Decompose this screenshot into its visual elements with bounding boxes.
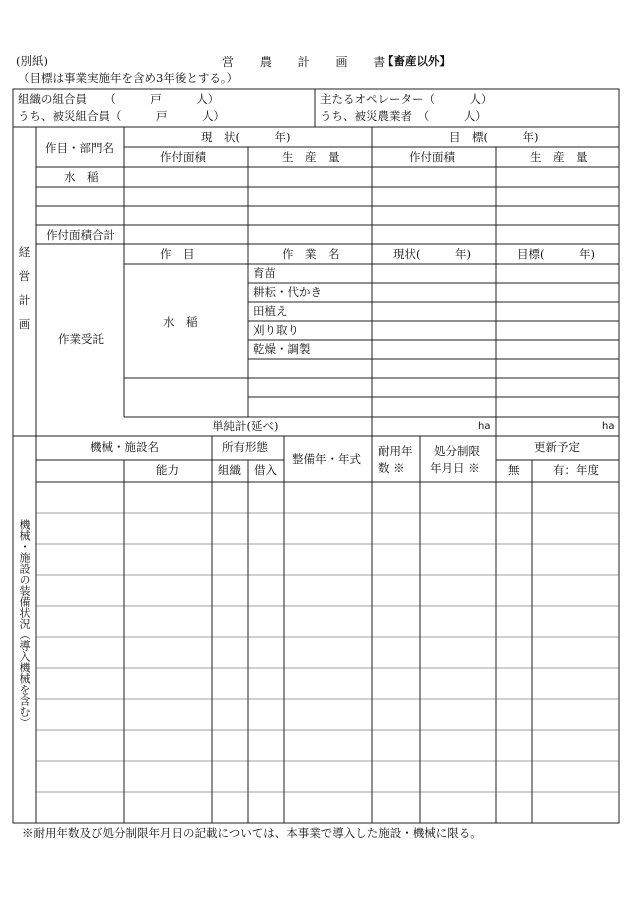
task-drying: 乾燥・調製 [253, 342, 311, 356]
footnote: ※耐用年数及び処分制限年月日の記載については、本事業で導入した施設・機械に限る。 [22, 826, 482, 840]
current-header: 現 状( 年) [201, 130, 291, 144]
production-current: 生 産 量 [282, 150, 340, 164]
task-tilling: 耕耘・代かき [253, 285, 322, 299]
renewal-yes-header: 有：年度 [553, 463, 599, 477]
unit-ha-target: ha [602, 421, 615, 432]
current-col-header: 現状( 年) [393, 247, 471, 261]
work-name-col-header: 作 業 名 [282, 247, 340, 261]
affected-members-line: うち、被災組合員（ 戸 人） [18, 109, 225, 123]
planted-area-target: 作付面積 [409, 150, 455, 164]
production-target: 生 産 量 [530, 150, 588, 164]
lifespan-header-1: 耐用年 [378, 444, 413, 458]
contract-crop-rice: 水 稲 [163, 315, 198, 329]
disposal-header-1: 処分制限 [434, 444, 480, 458]
crop-row-rice: 水 稲 [64, 170, 99, 184]
renewal-header: 更新予定 [534, 440, 580, 454]
target-col-header: 目標( 年) [517, 247, 595, 261]
simple-total-label: 単純計(延べ) [212, 419, 279, 433]
affected-farmers-line: うち、被災農業者 （ 人） [320, 109, 487, 123]
attachment-label: (別紙) [16, 54, 48, 68]
task-harvesting: 刈り取り [253, 323, 299, 337]
maintenance-header: 整備年・年式 [292, 452, 361, 466]
operators-line: 主たるオペレーター（ 人） [320, 92, 493, 106]
renewal-none-header: 無 [508, 463, 520, 477]
document-title: 営 農 計 画 書 [222, 55, 386, 69]
work-contract-label: 作業受託 [58, 332, 104, 346]
planted-area-current: 作付面積 [160, 150, 206, 164]
lease-header: 借入 [254, 463, 277, 477]
crop-col-header: 作 目 [160, 247, 195, 261]
category-label: 【畜産以外】 [382, 54, 451, 68]
members-line: 組織の組合員 （ 戸 人） [18, 92, 220, 106]
capacity-header: 能力 [156, 463, 179, 477]
disposal-header-2: 年月日 ※ [430, 461, 480, 475]
side-char-2: 営 [18, 269, 31, 283]
target-year-note: （目標は事業実施年を含め3年後とする。） [18, 71, 239, 85]
target-header: 目 標( 年) [449, 130, 539, 144]
side-char-3: 計 [18, 293, 31, 307]
area-total-label: 作付面積合計 [46, 228, 115, 242]
unit-ha-current: ha [478, 421, 491, 432]
equipment-name-header: 機械・施設名 [90, 440, 159, 454]
crop-section-header: 作目・部門名 [45, 141, 114, 155]
management-plan-side-label [13, 240, 36, 336]
lifespan-header-2: 数 ※ [378, 461, 405, 475]
side-char-1: 経 [18, 245, 31, 259]
equipment-side-label: 機械・施設の装備状況（導入機械を含む） [18, 519, 31, 728]
ownership-header: 所有形態 [222, 440, 268, 454]
task-seedling: 育苗 [253, 266, 276, 280]
org-header: 組織 [218, 463, 241, 477]
task-planting: 田植え [253, 304, 288, 318]
side-char-4: 画 [18, 317, 31, 331]
